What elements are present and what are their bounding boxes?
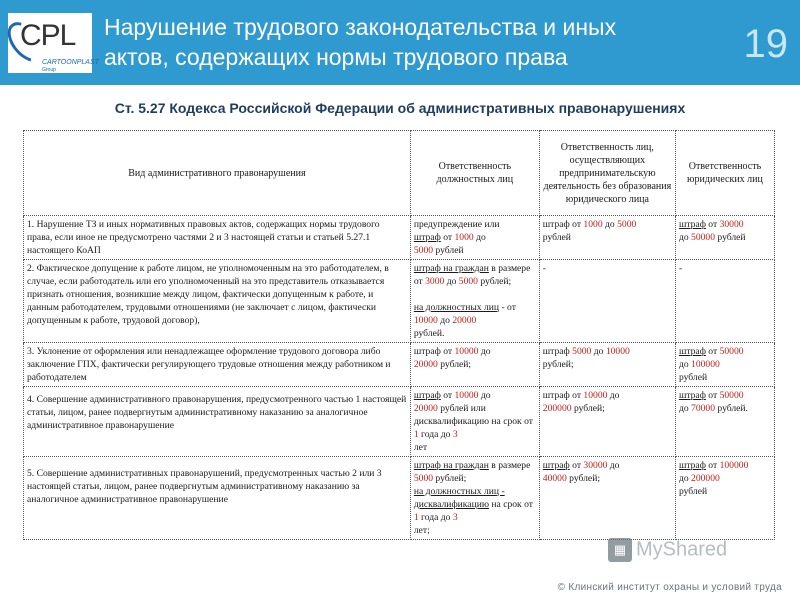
cell-text: штраф bbox=[678, 390, 706, 401]
cell-text: от bbox=[569, 460, 584, 471]
presentation-icon: ▦ bbox=[608, 538, 632, 562]
cell-text: до bbox=[473, 232, 486, 243]
table-row bbox=[24, 260, 775, 343]
cell-text: 20000 bbox=[413, 403, 438, 414]
legal-entities-cell bbox=[675, 343, 774, 387]
cell-text: 50000 bbox=[719, 346, 744, 357]
cell-text: 40000 bbox=[542, 473, 567, 484]
cell-text: рублей; bbox=[477, 276, 512, 287]
company-logo bbox=[8, 13, 99, 73]
cell-text: 3 bbox=[452, 429, 458, 440]
cell-text: до bbox=[607, 390, 620, 401]
cell-text: предупреждение или bbox=[413, 219, 500, 230]
entrepreneurs-cell bbox=[539, 457, 675, 540]
cell-text: от bbox=[705, 460, 720, 471]
cell-text: 5000 bbox=[413, 245, 434, 256]
cell-text: 20000 bbox=[413, 359, 438, 370]
cell-text: 3 bbox=[452, 512, 458, 523]
cell-text: года до bbox=[418, 429, 453, 440]
title-line-2: актов, содержащих нормы трудового права bbox=[104, 44, 568, 70]
cell-text: 5000 bbox=[572, 346, 592, 357]
violation-cell: 1. Нарушение ТЗ и иных нормативных правовых актов, содержащих нормы трудового права, если иное не предусмотрено частями 2 и 3 настоящей статьи и статьей 5.27.1 настоящего КоАП bbox=[24, 216, 411, 260]
cell-text: 1 bbox=[413, 429, 419, 440]
cell-text: 20000 bbox=[452, 315, 477, 326]
legal-entities-cell bbox=[675, 457, 774, 540]
cell-text: штраф bbox=[413, 390, 441, 401]
cell-text: рублей; bbox=[437, 359, 472, 370]
title-line-1: Нарушение трудового законодательства и иных bbox=[104, 14, 617, 40]
logo-subtitle: CARTOONPLAST bbox=[42, 59, 99, 66]
cell-text: 200000 bbox=[691, 473, 720, 484]
legal-entities-cell bbox=[675, 387, 774, 457]
cell-text: лет bbox=[413, 442, 428, 453]
cell-text: 10000 bbox=[454, 390, 479, 401]
table-row bbox=[24, 216, 775, 260]
cell-text: рублей; bbox=[566, 473, 600, 484]
cell-text: 10000 bbox=[583, 390, 608, 401]
cell-text: 1000 bbox=[583, 219, 603, 230]
cell-text: 10000 bbox=[454, 346, 479, 357]
cell-text: 50000 bbox=[719, 390, 744, 401]
cell-text: 30000 bbox=[719, 219, 744, 230]
cell-text: штраф bbox=[678, 219, 706, 230]
slide-title bbox=[104, 12, 664, 72]
cell-text: до bbox=[437, 315, 453, 326]
cell-text: штраф от bbox=[542, 219, 584, 230]
cell-text: до bbox=[678, 403, 692, 414]
cell-text: на должностных лиц bbox=[413, 302, 500, 313]
officials-cell bbox=[410, 343, 539, 387]
cell-text: на срок от bbox=[489, 499, 533, 510]
watermark-text: MyShared bbox=[636, 538, 728, 561]
cell-text: от bbox=[705, 219, 720, 230]
cell-text: до bbox=[478, 390, 491, 401]
cell-text: рублей bbox=[715, 232, 746, 243]
cell-text: от bbox=[705, 390, 720, 401]
entrepreneurs-cell bbox=[539, 387, 675, 457]
page-number: 19 bbox=[743, 22, 788, 66]
cell-text: 70000 bbox=[691, 403, 715, 414]
cell-text: 5000 bbox=[458, 276, 478, 287]
cell-text: 100000 bbox=[691, 359, 720, 370]
cell-text: до bbox=[678, 473, 692, 484]
table-header-row bbox=[24, 131, 775, 216]
table-row bbox=[24, 387, 775, 457]
cell-text: 5000 bbox=[617, 219, 637, 230]
cell-text: года до bbox=[418, 512, 453, 523]
penalties-table bbox=[23, 130, 775, 540]
cell-text: рублей bbox=[678, 372, 708, 383]
cell-text: 10000 bbox=[413, 315, 438, 326]
header-bar bbox=[0, 0, 800, 85]
header-officials: Ответственность должностных лиц bbox=[410, 131, 539, 216]
violation-cell: 4. Совершение административного правонарушения, предусмотренного частью 1 настоящей статьи, лицом, ранее подвергнутым административному наказанию за аналогичное административное правонарушение bbox=[24, 387, 411, 457]
cell-text: до bbox=[678, 359, 692, 370]
logo-text: CPL bbox=[20, 19, 76, 52]
cell-text: рублей. bbox=[413, 328, 445, 339]
cell-text: рублей bbox=[433, 245, 464, 256]
cell-text: 1000 bbox=[454, 232, 474, 243]
article-subtitle: Ст. 5.27 Кодекса Российской Федерации об административных правонарушениях bbox=[114, 100, 686, 116]
cell-text: штраф bbox=[678, 346, 706, 357]
cell-text: штраф на граждан bbox=[413, 263, 489, 274]
cell-text: от bbox=[705, 346, 720, 357]
cell-text: рублей; bbox=[571, 403, 605, 414]
cell-text: 1 bbox=[413, 512, 419, 523]
cell-text: 5000 bbox=[413, 473, 434, 484]
officials-cell bbox=[410, 387, 539, 457]
watermark bbox=[608, 538, 727, 562]
entrepreneurs-cell bbox=[539, 343, 675, 387]
cell-text: в размере bbox=[488, 460, 531, 471]
header-legal-entities: Ответственность юридических лиц bbox=[675, 131, 774, 216]
cell-text: штраф от bbox=[413, 346, 455, 357]
table-row bbox=[24, 343, 775, 387]
violation-cell: 5. Совершение административных правонарушений, предусмотренных частью 2 или 3 настоящей статьи, лицом, ранее подвергнутым административному наказанию за аналогичное административное правонарушение bbox=[24, 457, 411, 540]
cell-text: от bbox=[440, 232, 455, 243]
cell-text: 200000 bbox=[542, 403, 572, 414]
cell-text: лет; bbox=[413, 525, 430, 536]
cell-text: рублей; bbox=[433, 473, 467, 484]
cell-text: рублей bbox=[678, 486, 708, 497]
cell-text: рублей; bbox=[542, 359, 574, 370]
entrepreneurs-cell bbox=[539, 216, 675, 260]
cell-text: рублей. bbox=[715, 403, 748, 414]
cell-text: в размере от bbox=[413, 263, 531, 287]
cell-text: 100000 bbox=[719, 460, 749, 471]
cell-text: штраф от bbox=[542, 390, 584, 401]
cell-text: рублей bbox=[542, 232, 571, 243]
legal-entities-cell: - bbox=[675, 260, 774, 343]
cell-text: штраф bbox=[413, 232, 441, 243]
cell-text: до bbox=[444, 276, 459, 287]
header-violation-type: Вид административного правонарушения bbox=[24, 131, 411, 216]
violation-cell: 2. Фактическое допущение к работе лицом, не уполномоченным на это работодателем, в случае, если работодатель или его уполномоченный на это представитель отказывается признать отношения, возникшие между лицом, фактически допущенным к работе, и данным работодателем, трудовыми отношениями (не заключает с лицом, фактически допущенным к работе, трудовой договор), bbox=[24, 260, 411, 343]
officials-cell bbox=[410, 457, 539, 540]
cell-text: 10000 bbox=[605, 346, 630, 357]
legal-entities-cell bbox=[675, 216, 774, 260]
cell-text: штраф bbox=[678, 460, 706, 471]
table-row bbox=[24, 457, 775, 540]
officials-cell bbox=[410, 260, 539, 343]
cell-text: до bbox=[678, 232, 692, 243]
cell-text: до bbox=[478, 346, 491, 357]
cell-text: штраф bbox=[542, 460, 570, 471]
cell-text: рублей или дисквалификацию на срок от bbox=[413, 403, 533, 427]
officials-cell bbox=[410, 216, 539, 260]
cell-text: 50000 bbox=[691, 232, 715, 243]
cell-text: до bbox=[591, 346, 606, 357]
logo-group: Group bbox=[42, 67, 56, 73]
cell-text: 30000 bbox=[583, 460, 608, 471]
cell-text: до bbox=[602, 219, 618, 230]
cell-text: штраф на граждан bbox=[413, 460, 489, 471]
cell-text: - от bbox=[499, 302, 516, 313]
footer-copyright: © Клинский институт охраны и условий труда bbox=[557, 582, 782, 593]
cell-text: 3000 bbox=[425, 276, 445, 287]
cell-text: на должностных лиц - дисквалификацию bbox=[413, 486, 505, 510]
cell-text: штраф bbox=[542, 346, 573, 357]
header-entrepreneurs: Ответственность лиц, осуществляющих предпринимательскую деятельность без образования юридического лица bbox=[539, 131, 675, 216]
entrepreneurs-cell: - bbox=[539, 260, 675, 343]
cell-text: до bbox=[607, 460, 620, 471]
cell-text: от bbox=[440, 390, 455, 401]
violation-cell: 3. Уклонение от оформления или ненадлежащее оформление трудового договора либо заключение ГПХ, фактически регулирующего трудовые отношения между работником и работодателем bbox=[24, 343, 411, 387]
